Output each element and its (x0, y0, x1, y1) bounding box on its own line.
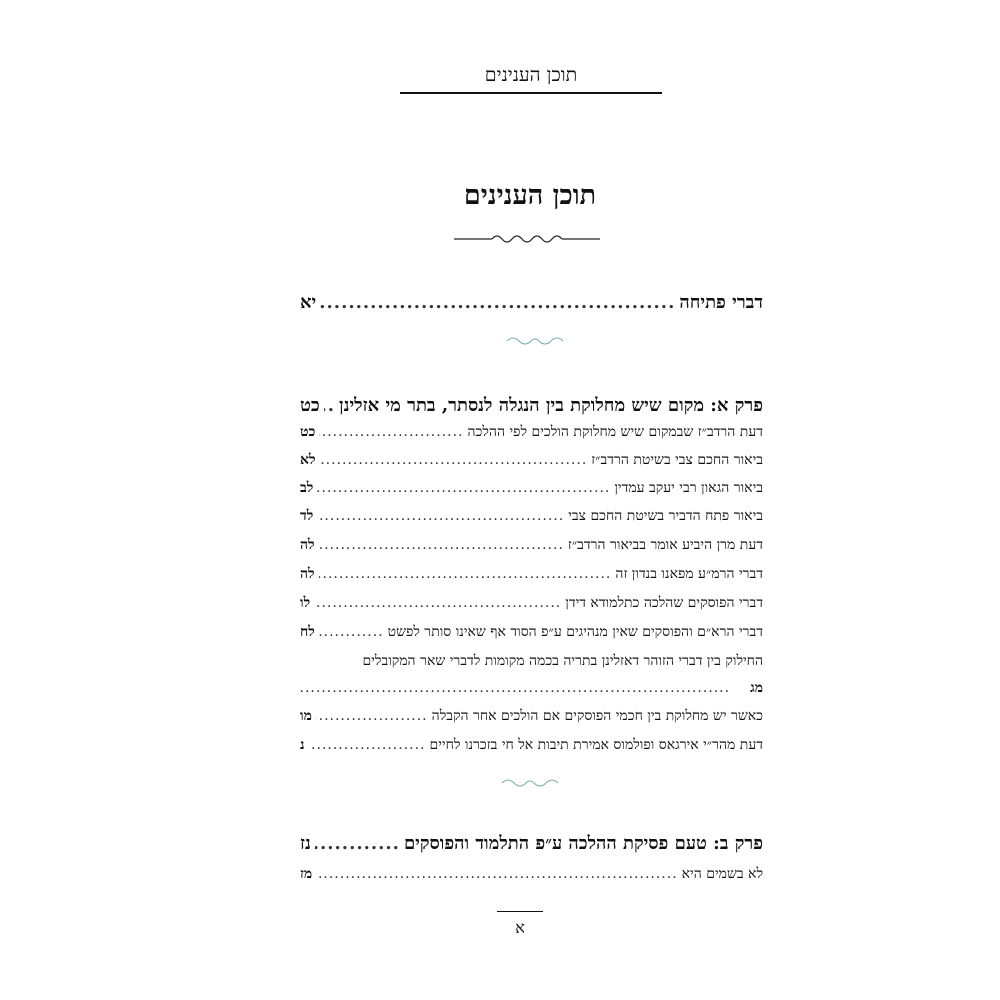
toc-entry-wrapped-continuation[interactable] (300, 680, 763, 704)
toc-entry-page: מו (300, 708, 312, 724)
toc-entry[interactable] (300, 537, 763, 565)
title-ornament (452, 229, 602, 249)
toc-entry[interactable] (300, 737, 763, 765)
toc-entry-page: לא (300, 452, 316, 468)
chapter-a-page: כט (300, 395, 320, 416)
running-head-rule (400, 92, 662, 94)
toc-entry-label: דברי הרמ״ע מפאנו בנדון זה (615, 566, 763, 582)
toc-intro-page: יא (300, 292, 317, 313)
toc-entry-label: ביאור החכם צבי בשיטת הרדב״ז (591, 452, 763, 468)
toc-entry[interactable] (300, 424, 763, 452)
page-number: א (515, 918, 525, 937)
toc-entry-page: לו (300, 595, 311, 611)
dot-leader (317, 480, 610, 496)
toc-entry-page: לה (300, 537, 315, 553)
toc-chapter-b[interactable] (300, 833, 763, 861)
toc-entry-label: לא בשמים היא (681, 866, 763, 882)
toc-chapter-a[interactable] (300, 395, 763, 423)
dot-leader (314, 595, 561, 611)
toc-entry-label: דברי הפוסקים שהלכה כתלמודא דידן (565, 595, 763, 611)
dot-leader (319, 624, 384, 640)
toc-intro[interactable] (300, 292, 763, 320)
toc-entry-page: לח (300, 624, 315, 640)
toc-entry[interactable] (300, 624, 763, 652)
toc-entry-page: לה (300, 566, 315, 582)
dot-leader (309, 737, 426, 753)
toc-entry-label: דעת מהר״י אירגאס ופולמוס אמירת תיבות אל חי בזכרנו לחיים (429, 737, 763, 753)
toc-entry-page: לב (300, 480, 314, 496)
dot-leader (300, 680, 730, 696)
toc-entry[interactable] (300, 866, 763, 894)
toc-entry[interactable] (300, 452, 763, 480)
dot-leader (315, 833, 400, 854)
toc-entry[interactable] (300, 566, 763, 594)
chapter-b-page: נז (300, 833, 311, 854)
section-ornament-icon (505, 334, 565, 348)
toc-entry-label: דברי הרא״ם והפוסקים שאין מנהיגים ע״פ הסוד אף שאינו סותר לפשט (387, 624, 763, 640)
toc-entry-page: נ (300, 737, 305, 753)
dot-leader (316, 708, 428, 724)
toc-entry-page: מז (300, 866, 313, 882)
toc-entry-page: כט (300, 424, 316, 440)
dot-leader (316, 866, 677, 882)
dot-leader (324, 395, 335, 416)
running-head: תוכן הענינים (484, 64, 578, 86)
dot-leader (319, 566, 612, 582)
toc-entry-page: מג (750, 680, 763, 696)
chapter-a-heading: פרק א: מקום שיש מחלוקת בין הנגלה לנסתר, בתר מי אזלינן (339, 395, 763, 416)
toc-entry-wrapped[interactable] (300, 653, 763, 681)
toc-entry-label: דעת מרן היביע אומר בביאור הרדב״ז (567, 537, 763, 553)
toc-entry-page: לד (300, 508, 314, 524)
toc-entry[interactable] (300, 508, 763, 536)
toc-entry[interactable] (300, 595, 763, 623)
toc-intro-label: דברי פתיחה (679, 292, 763, 313)
page-title: תוכן הענינים (463, 180, 597, 211)
toc-entry[interactable] (300, 480, 763, 508)
toc-entry-label: ביאור הגאון רבי יעקב עמדין (614, 480, 763, 496)
dot-leader (320, 292, 675, 313)
dot-leader (317, 508, 564, 524)
toc-entry-label: החילוק בין דברי הזוהר דאזלינן בתריה בכמה מקומות לדברי שאר המקובלים (362, 653, 763, 669)
dot-leader (320, 452, 588, 468)
folio-rule (497, 911, 543, 912)
dot-leader (319, 424, 463, 440)
toc-entry-label: דעת הרדב״ז שבמקום שיש מחלוקת הולכים לפי ההלכה (467, 424, 763, 440)
toc-entry-label: ביאור פתח הדביר בשיטת החכם צבי (568, 508, 763, 524)
section-ornament-icon (500, 776, 560, 790)
chapter-b-heading: פרק ב: טעם פסיקת ההלכה ע״פ התלמוד והפוסקים (403, 833, 763, 854)
toc-entry[interactable] (300, 708, 763, 736)
toc-entry-label: כאשר יש מחלוקת בין חכמי הפוסקים אם הולכים אחר הקבלה (431, 708, 763, 724)
dot-leader (319, 537, 564, 553)
